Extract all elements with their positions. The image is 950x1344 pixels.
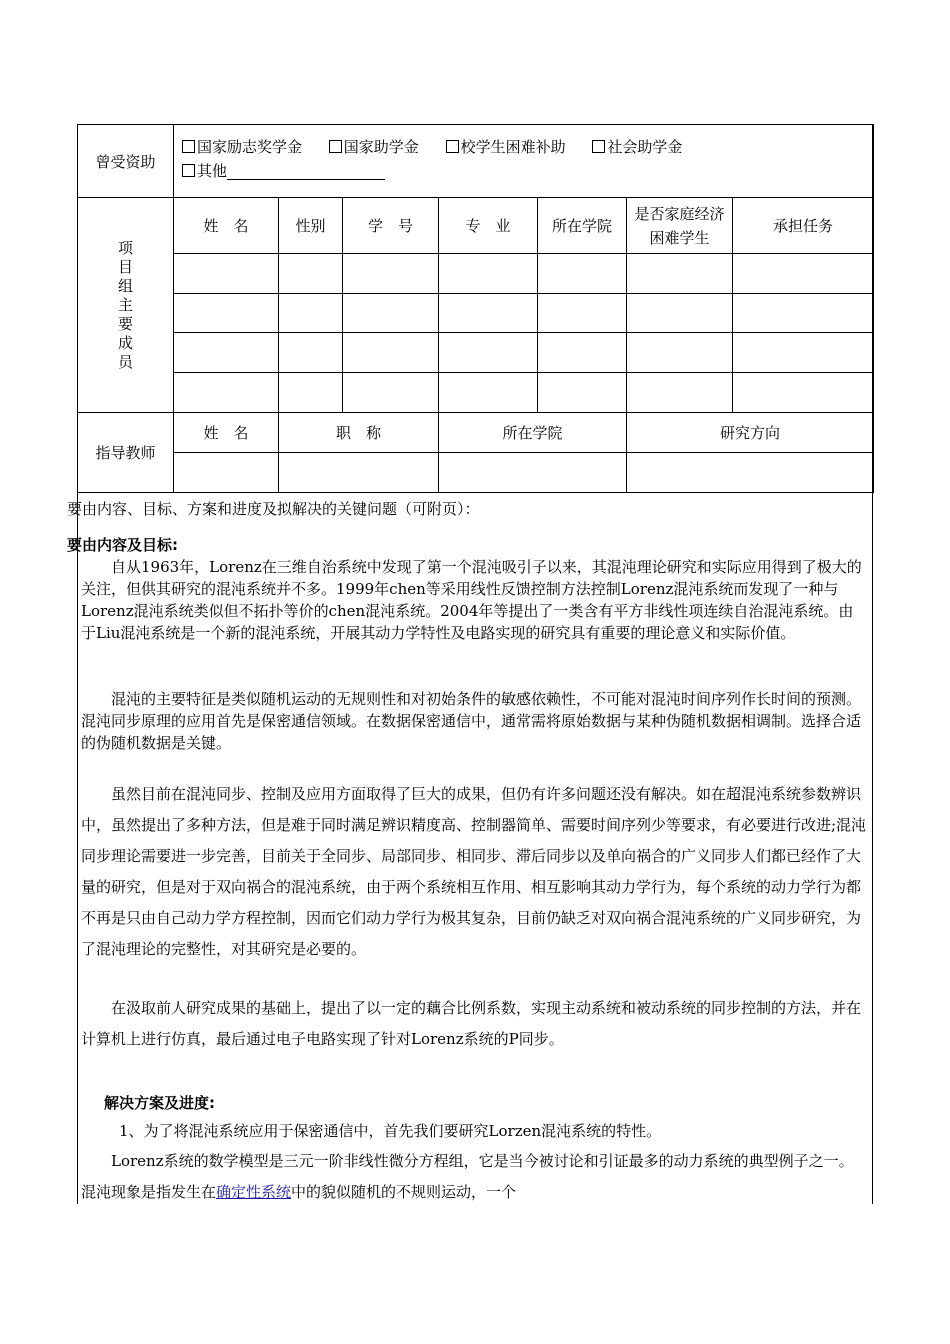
other-fill-line[interactable] [227, 163, 385, 180]
funding-row [78, 125, 874, 198]
paragraph-6: Lorenz系统的数学模型是三元一阶非线性微分方程组，它是当今被讨论和引证最多的动力系统的典型例子之一。混沌现象是指发生在确定性系统中的貌似随机的不规则运动，一个 [81, 1152, 854, 1201]
members-label [78, 198, 174, 413]
paragraph-3: 虽然目前在混沌同步、控制及应用方面取得了巨大的成果，但仍有许多问题还没有解决。如在超混沌系统参数辨识中，虽然提出了多种方法，但是难于同时满足辨识精度高、控制器简单、需要时间序列少等要求，有必要进行改进;混沌同步理论需要进一步完善，目前关于全同步、局部同步、相同步、滞后同步以及单向祸合的广义同步人们都已经作了大量的研究，但是对于双向祸合的混沌系统，由于两个系统相互作用、相互影响其动力学行为，每个系统的动力学行为都不再是只由自己动力学方程控制，因而它们动力学行为极其复杂，目前仍缺乏对双向祸合混沌系统的广义同步研究，为了混沌理论的完整性，对其研究是必要的。 [81, 785, 867, 958]
member-row [78, 254, 874, 294]
advisor-label: 指导教师 [78, 413, 174, 493]
advisor-row [78, 453, 874, 493]
funding-option-3[interactable]: 社会助学金 [592, 135, 682, 159]
funding-option-0[interactable]: 国家励志奖学金 [182, 135, 302, 159]
checkbox-icon[interactable] [182, 164, 195, 177]
member-header-task: 承担任务 [733, 198, 874, 254]
paragraph-4: 在汲取前人研究成果的基础上，提出了以一定的藕合比例系数，实现主动系统和被动系统的同步控制的方法，并在计算机上进行仿真，最后通过电子电路实现了针对Lorenz系统的P同步。 [81, 999, 862, 1048]
advisor-header-row [78, 413, 874, 453]
member-header-major: 专 业 [439, 198, 538, 254]
sub-heading-plan: 解决方案及进度: [104, 1094, 215, 1112]
checkbox-icon[interactable] [182, 140, 195, 153]
funding-options [174, 125, 874, 198]
checkbox-icon[interactable] [446, 140, 459, 153]
member-header-college: 所在学院 [538, 198, 627, 254]
checkbox-icon[interactable] [329, 140, 342, 153]
members-label-text: 项目组主要成员 [118, 238, 134, 371]
funding-option-other[interactable]: 其他 [182, 159, 385, 183]
application-form-table [77, 124, 874, 493]
advisor-header-name: 姓 名 [174, 413, 279, 453]
advisor-header-research: 研究方向 [627, 413, 874, 453]
member-row [78, 333, 874, 373]
member-row [78, 373, 874, 413]
funding-label: 曾受资助 [78, 125, 174, 198]
member-header-hardship: 是否家庭经济困难学生 [627, 198, 733, 254]
funding-option-1[interactable]: 国家助学金 [329, 135, 419, 159]
section-heading: 要由内容、目标、方案和进度及拟解决的关键问题（可附页）： [67, 500, 480, 518]
member-row [78, 294, 874, 333]
members-header-row [78, 198, 874, 254]
paragraph-2: 混沌的主要特征是类似随机运动的无规则性和对初始条件的敏感依赖性，不可能对混沌时间序列作长时间的预测。混沌同步原理的应用首先是保密通信领域。在数据保密通信中，通常需将原始数据与某种伪随机数据相调制。选择合适的伪随机数据是关键。 [81, 690, 862, 752]
funding-option-2[interactable]: 校学生困难补助 [446, 135, 566, 159]
paragraph-5: 1、为了将混沌系统应用于保密通信中，首先我们要研究Lorzen混沌系统的特性。 [119, 1122, 662, 1140]
paragraph-1: 自从1963年，Lorenz在三维自治系统中发现了第一个混沌吸引子以来，其混沌理论研究和实际应用得到了极大的关注，但供其研究的混沌系统并不多。1999年chen等采用线性反馈控制方法控制Lorenz混沌系统而发现了一种与Lorenz混沌系统类似但不拓扑等价的chen混沌系统。2004年等提出了一类含有平方非线性项连续自治混沌系统。由于Liu混沌系统是一个新的混沌系统，开展其动力学特性及电路实现的研究具有重要的理论意义和实际价值。 [81, 558, 862, 642]
member-header-id: 学 号 [343, 198, 439, 254]
sub-heading-goals: 要由内容及目标: [67, 536, 178, 554]
checkbox-icon[interactable] [592, 140, 605, 153]
advisor-header-college: 所在学院 [439, 413, 627, 453]
member-header-name: 姓 名 [174, 198, 279, 254]
member-header-gender: 性别 [279, 198, 343, 254]
deterministic-system-link[interactable]: 确定性系统 [216, 1183, 292, 1201]
advisor-header-title: 职 称 [279, 413, 439, 453]
